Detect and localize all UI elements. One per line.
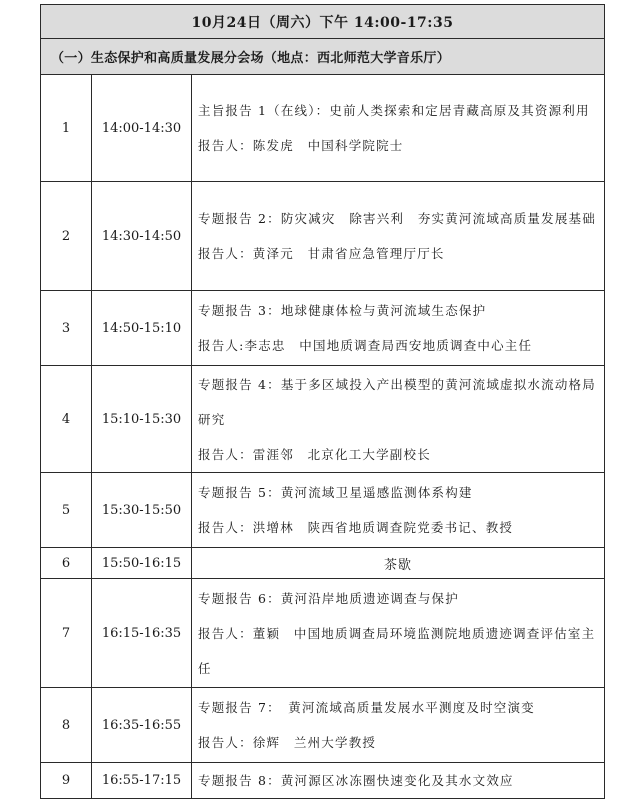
row-number: 3 (41, 291, 92, 366)
report-title: 主旨报告 1（在线）：史前人类探索和定居青藏高原及其资源利用 (198, 103, 590, 118)
row-content (192, 75, 605, 182)
report-speaker: 报告人:李志忠 中国地质调查局西安地质调查中心主任 (198, 338, 533, 353)
table-row (41, 548, 605, 579)
row-content (192, 473, 605, 548)
tea-break: 茶歇 (192, 548, 605, 579)
row-number: 9 (41, 763, 92, 799)
table-row (41, 579, 605, 688)
row-time: 15:50-16:15 (92, 548, 192, 579)
report-speaker: 报告人：黄泽元 甘肃省应急管理厅厅长 (198, 246, 445, 261)
row-number: 7 (41, 579, 92, 688)
row-number: 6 (41, 548, 92, 579)
row-time: 14:00-14:30 (92, 75, 192, 182)
row-number: 1 (41, 75, 92, 182)
report-title: 专题报告 5：黄河流域卫星遥感监测体系构建 (198, 485, 473, 500)
row-number: 5 (41, 473, 92, 548)
row-content (192, 763, 605, 799)
row-time: 15:30-15:50 (92, 473, 192, 548)
report-title: 专题报告 7： 黄河流域高质量发展水平测度及时空演变 (198, 700, 535, 715)
row-time: 16:55-17:15 (92, 763, 192, 799)
row-time: 14:50-15:10 (92, 291, 192, 366)
report-speaker: 报告人：陈发虎 中国科学院院士 (198, 138, 404, 153)
table-row (41, 688, 605, 763)
header-row (41, 5, 605, 39)
report-title: 专题报告 3：地球健康体检与黄河流域生态保护 (198, 303, 487, 318)
report-speaker: 报告人：徐辉 兰州大学教授 (198, 735, 377, 750)
table-row (41, 763, 605, 799)
row-number: 2 (41, 182, 92, 291)
row-content (192, 366, 605, 473)
row-time: 16:35-16:55 (92, 688, 192, 763)
report-speaker: 报告人：雷涯邻 北京化工大学副校长 (198, 446, 431, 462)
row-content (192, 291, 605, 366)
report-title: 专题报告 4：基于多区域投入产出模型的黄河流域虚拟水流动格局研究 (198, 376, 596, 427)
table-row (41, 473, 605, 548)
row-number: 8 (41, 688, 92, 763)
table-row (41, 291, 605, 366)
row-time: 14:30-14:50 (92, 182, 192, 291)
session-title: （一）生态保护和高质量发展分会场（地点：西北师范大学音乐厅） (41, 39, 605, 75)
row-number: 4 (41, 366, 92, 473)
date-time-banner: 10月24日（周六）下午 14:00-17:35 (41, 5, 605, 39)
table-row (41, 75, 605, 182)
row-time: 16:15-16:35 (92, 579, 192, 688)
report-speaker: 报告人：洪增林 陕西省地质调查院党委书记、教授 (198, 520, 514, 535)
report-speaker: 报告人：董颖 中国地质调查局环境监测院地质遗迹调查评估室主任 (198, 625, 596, 676)
schedule-table (40, 4, 605, 799)
row-content (192, 688, 605, 763)
session-row (41, 39, 605, 75)
table-row (41, 182, 605, 291)
row-content (192, 579, 605, 688)
report-title: 专题报告 8：黄河源区冰冻圈快速变化及其水文效应 (198, 773, 514, 788)
report-title: 专题报告 2：防灾减灾 除害兴利 夯实黄河流域高质量发展基础 (198, 211, 596, 226)
report-title: 专题报告 6：黄河沿岸地质遗迹调查与保护 (198, 590, 459, 606)
table-row (41, 366, 605, 473)
row-time: 15:10-15:30 (92, 366, 192, 473)
row-content (192, 182, 605, 291)
